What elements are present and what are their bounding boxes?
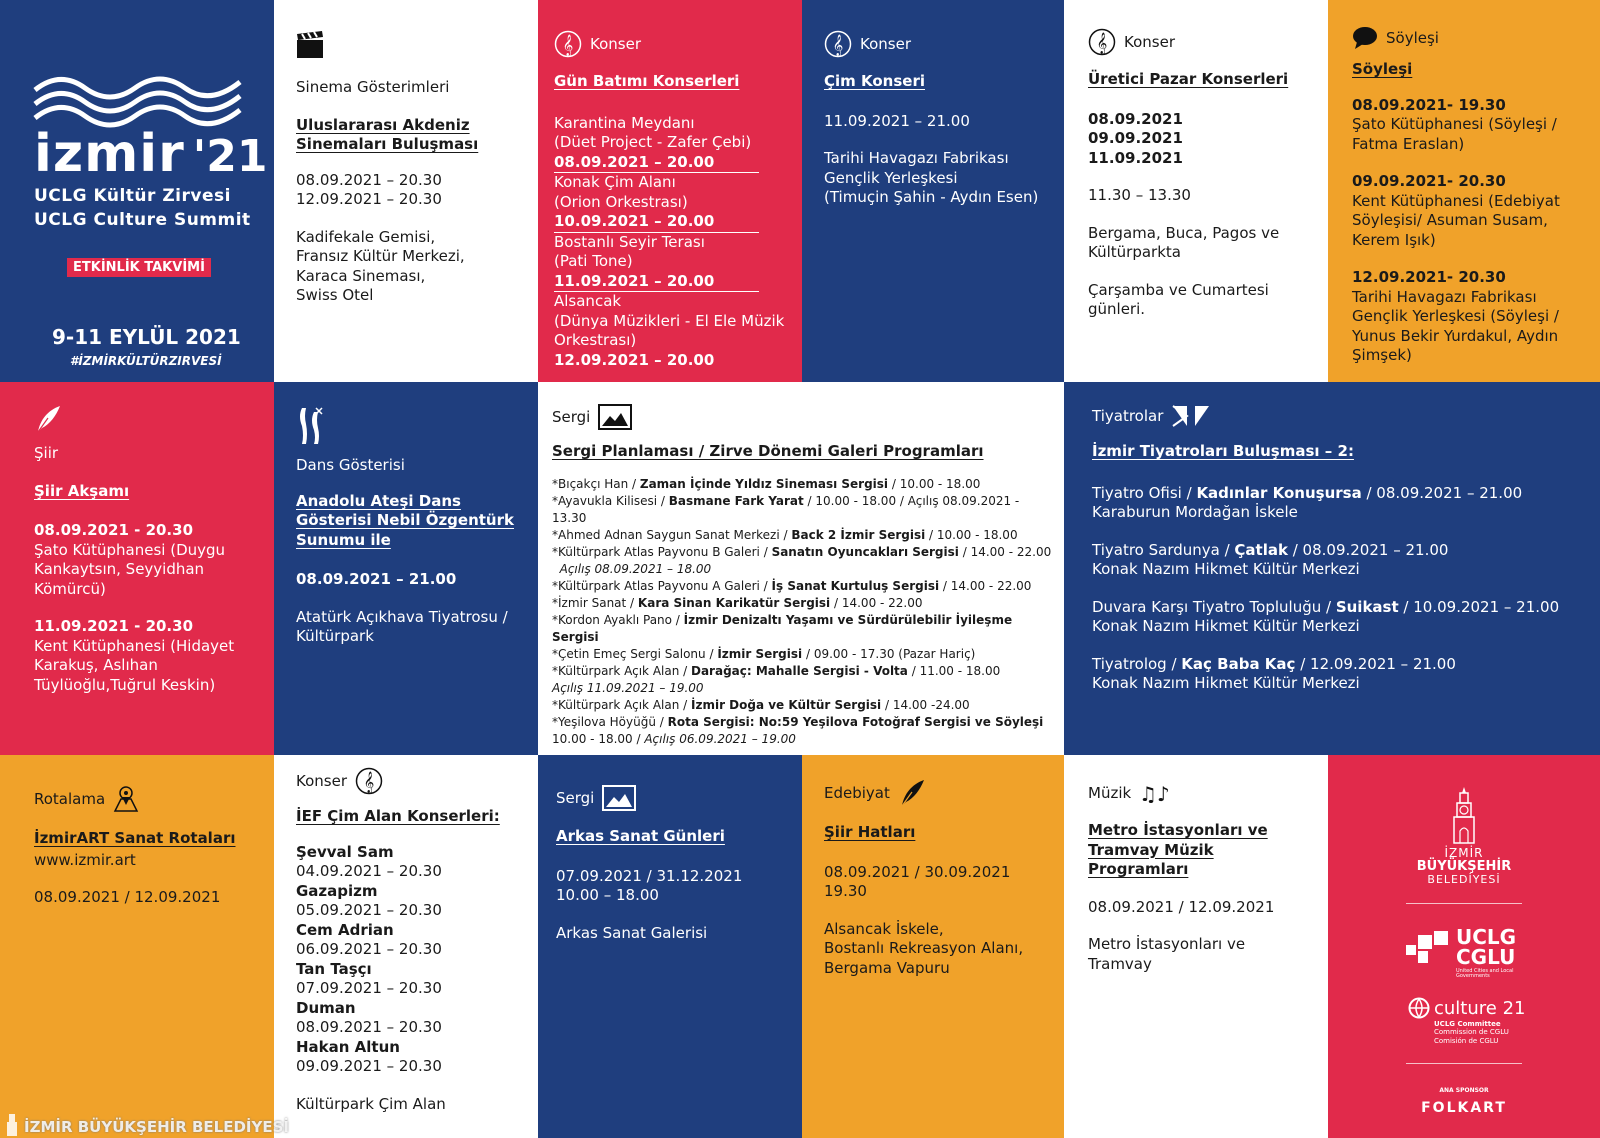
treble-clef-icon bbox=[1088, 28, 1116, 56]
concert-detail: (Dünya Müzikleri - El Ele Müzik Orkestrası) bbox=[554, 311, 785, 349]
exhibition-line: *Kordon Ayaklı Pano / İzmir Denizaltı Yaşamı ve Sürdürülebilir İyileşme Sergisi bbox=[552, 612, 1013, 644]
exhibition-arkas-dates: 07.09.2021 / 31.12.2021 bbox=[556, 866, 743, 885]
concert-producer-days: Çarşamba ve Cumartesi günleri. bbox=[1088, 280, 1269, 318]
cinema-date-2: 12.09.2021 – 20.30 bbox=[296, 190, 442, 208]
concert-producer-date: 11.09.2021 bbox=[1088, 148, 1183, 167]
concert-grass-performers: (Timuçin Şahin - Aydın Esen) bbox=[824, 188, 1039, 206]
concert-category: Konser bbox=[296, 772, 347, 790]
literature-venue: Bostanlı Rekreasyon Alanı, bbox=[824, 939, 1024, 957]
route-dates: 08.09.2021 / 12.09.2021 bbox=[34, 888, 221, 906]
treble-clef-icon bbox=[355, 767, 383, 795]
concert-artist: Tan Taşçı bbox=[296, 959, 372, 978]
literature-time: 19.30 bbox=[824, 882, 867, 900]
concert-category: Konser bbox=[1124, 33, 1175, 51]
culture21-sub: Comisión de CGLU bbox=[1434, 1036, 1499, 1045]
music-notes-icon bbox=[1139, 779, 1179, 807]
treble-clef-icon bbox=[554, 30, 582, 58]
svg-text:♫♪: ♫♪ bbox=[1139, 782, 1170, 806]
concert-grass-panel bbox=[802, 0, 1064, 382]
program-badge: ETKİNLİK TAKVİMİ bbox=[67, 258, 211, 277]
concert-grass-date: 11.09.2021 – 21.00 bbox=[824, 111, 970, 130]
concert-artist-date: 05.09.2021 – 20.30 bbox=[296, 901, 442, 919]
theatre-item: Duvara Karşı Tiyatro Topluluğu / Suikast / 10.09.2021 – 21.00 bbox=[1092, 597, 1560, 616]
brand-panel bbox=[0, 0, 274, 382]
literature-category: Edebiyat bbox=[824, 784, 890, 802]
cinema-date-1: 08.09.2021 – 20.30 bbox=[296, 170, 442, 189]
culture21-sub: UCLG Committee bbox=[1434, 1020, 1501, 1028]
concert-artist-date: 06.09.2021 – 20.30 bbox=[296, 940, 442, 958]
literature-title[interactable]: Şiir Hatları bbox=[824, 823, 916, 841]
literature-venue: Alsancak İskele, bbox=[824, 919, 944, 938]
clock-tower-icon bbox=[1444, 785, 1484, 845]
dance-date: 08.09.2021 – 21.00 bbox=[296, 570, 457, 588]
exhibition-arkas-title[interactable]: Arkas Sanat Günleri bbox=[556, 827, 725, 845]
dance-title[interactable]: Anadolu Ateşi Dans Gösterisi Nebil Özgentürk Sunumu ile bbox=[296, 491, 514, 549]
theatre-item: Tiyatro Ofisi / Kadınlar Konuşursa / 08.09.2021 – 21.00 bbox=[1092, 483, 1523, 502]
music-dates: 08.09.2021 / 12.09.2021 bbox=[1088, 897, 1275, 916]
concert-place: Konak Çim Alanı bbox=[554, 173, 676, 191]
exhibition-category: Sergi bbox=[556, 789, 595, 807]
exhibition-planning-title[interactable]: Sergi Planlaması / Zirve Dönemi Galeri Programları bbox=[552, 442, 984, 460]
concert-artist: Cem Adrian bbox=[296, 920, 394, 939]
theatre-venue: Konak Nazım Hikmet Kültür Merkezi bbox=[1092, 617, 1360, 635]
uclg-logo-icon bbox=[1406, 931, 1450, 965]
route-category: Rotalama bbox=[34, 790, 106, 808]
ibb-line-3: BELEDİYESİ bbox=[1427, 873, 1501, 887]
concert-producer-venue: Bergama, Buca, Pagos ve Kültürparkta bbox=[1088, 223, 1280, 261]
cinema-category: Sinema Gösterimleri bbox=[296, 78, 450, 96]
brand-line-1: UCLG Kültür Zirvesi bbox=[34, 186, 231, 206]
uclg-subtitle: United Cities and Local Governments bbox=[1456, 968, 1514, 979]
exhibition-line: Açılış 11.09.2021 – 19.00 bbox=[552, 680, 704, 695]
talk-title[interactable]: Söyleşi bbox=[1352, 60, 1413, 78]
talk-text: Şato Kütüphanesi (Söyleşi / Fatma Eraslan) bbox=[1352, 115, 1557, 153]
theatre-item: Tiyatrolog / Kaç Baba Kaç / 12.09.2021 – 21.00 bbox=[1092, 654, 1456, 673]
talk-panel bbox=[1328, 0, 1600, 382]
exhibition-line: *Kültürpark Açık Alan / Darağaç: Mahalle Sergisi - Volta / 11.00 - 18.00 bbox=[552, 663, 1001, 678]
dance-panel bbox=[274, 382, 538, 755]
concert-artist: Duman bbox=[296, 998, 356, 1017]
hashtag: #İZMİRKÜLTÜRZIRVESİ bbox=[70, 354, 222, 368]
concert-artist-date: 07.09.2021 – 20.30 bbox=[296, 979, 442, 997]
clapperboard-icon bbox=[296, 30, 324, 60]
concert-artist-date: 09.09.2021 – 20.30 bbox=[296, 1057, 442, 1075]
exhibition-line: *Kültürpark Atlas Payvonu B Galeri / Sanatın Oyuncakları Sergisi / 14.00 - 22.00 bbox=[552, 544, 1052, 559]
cinema-venue: Fransız Kültür Merkezi, bbox=[296, 247, 465, 265]
concert-ief-panel bbox=[274, 755, 538, 1138]
concert-producer-title[interactable]: Üretici Pazar Konserleri bbox=[1088, 70, 1289, 88]
concert-producer-panel bbox=[1064, 0, 1328, 382]
concert-sunset-panel bbox=[538, 0, 802, 382]
exhibition-line: *İzmir Sanat / Kara Sinan Karikatür Sergisi / 14.00 - 22.00 bbox=[552, 595, 923, 610]
music-category: Müzik bbox=[1088, 784, 1132, 802]
picture-frame-icon bbox=[598, 404, 632, 430]
concert-place: Bostanlı Seyir Terası bbox=[554, 232, 705, 251]
logo-wordmark bbox=[34, 124, 268, 184]
theatre-panel bbox=[1064, 382, 1600, 755]
concert-detail: (Pati Tone) bbox=[554, 252, 633, 270]
music-venue: Metro İstasyonları ve Tramvay bbox=[1088, 935, 1246, 973]
concert-artist: Gazapizm bbox=[296, 881, 378, 900]
cinema-title[interactable]: Uluslararası Akdeniz Sinemaları Buluşması bbox=[296, 115, 479, 153]
poetry-category: Şiir bbox=[34, 444, 59, 462]
brand-line-2: UCLG Culture Summit bbox=[34, 210, 251, 230]
concert-artist: Hakan Altun bbox=[296, 1037, 400, 1056]
exhibition-line: *Ahmed Adnan Saygun Sanat Merkezi / Back 2 İzmir Sergisi / 10.00 - 18.00 bbox=[552, 527, 1018, 542]
clock-tower-icon bbox=[4, 1112, 20, 1136]
talk-text: Tarihi Havagazı Fabrikası Gençlik Yerleşkesi (Söyleşi / Yunus Bekir Yurdakul, Aydın Şimşek) bbox=[1352, 287, 1559, 364]
music-title[interactable]: Metro İstasyonları ve Tramvay Müzik Programları bbox=[1088, 821, 1268, 878]
event-dates: 9-11 EYLÜL 2021 bbox=[52, 325, 241, 349]
concert-artist-date: 08.09.2021 – 20.30 bbox=[296, 1018, 442, 1036]
svg-text:𝄞: 𝄞 bbox=[562, 35, 574, 56]
poetry-text: Şato Kütüphanesi (Duygu Kankaytsın, Seyyidhan Kömürcü) bbox=[34, 540, 226, 598]
concert-ief-venue: Kültürpark Çim Alan bbox=[296, 1094, 446, 1113]
dance-category: Dans Gösterisi bbox=[296, 456, 405, 474]
poetry-title[interactable]: Şiir Akşamı bbox=[34, 481, 130, 500]
globe-icon bbox=[1408, 997, 1430, 1019]
concert-artist-date: 04.09.2021 – 20.30 bbox=[296, 862, 442, 880]
poetry-text: Kent Kütüphanesi (Hidayet Karakuş, Aslıhan Tüylüoğlu,Tuğrul Keskin) bbox=[34, 636, 235, 694]
poetry-panel bbox=[0, 382, 274, 755]
theatre-item: Tiyatro Sardunya / Çatlak / 08.09.2021 – 21.00 bbox=[1092, 540, 1449, 559]
literature-panel bbox=[802, 755, 1064, 1138]
watermark-text: İZMİR BÜYÜKŞEHİR BELEDİYESİ bbox=[24, 1118, 289, 1136]
quill-icon bbox=[34, 404, 64, 434]
concert-date: 10.09.2021 – 20.00 bbox=[554, 212, 759, 233]
literature-venue: Bergama Vapuru bbox=[824, 958, 950, 977]
svg-text:𝄞: 𝄞 bbox=[832, 35, 844, 56]
concert-category: Konser bbox=[860, 35, 911, 53]
exhibition-line: *Ayavukla Kilisesi / Basmane Fark Yarat / 10.00 - 18.00 / Açılış 08.09.2021 - 13.30 bbox=[552, 493, 1020, 525]
ballet-shoes-icon bbox=[296, 406, 326, 446]
logo-year: '21 bbox=[192, 131, 268, 182]
exhibition-line: *Kültürpark Açık Alan / İzmir Doğa ve Kültür Sergisi / 14.00 -24.00 bbox=[552, 697, 970, 712]
ibb-line-1: İZMİR bbox=[1444, 846, 1484, 860]
cglu-name: CGLU bbox=[1456, 945, 1516, 969]
concert-grass-title[interactable]: Çim Konseri bbox=[824, 72, 925, 90]
main-sponsor-label: ANA SPONSOR bbox=[1439, 1087, 1489, 1094]
cinema-panel bbox=[274, 0, 538, 382]
theatre-category: Tiyatrolar bbox=[1092, 407, 1164, 425]
poetry-date: 11.09.2021 - 20.30 bbox=[34, 617, 194, 635]
exhibition-line: *Çetin Emeç Sergi Salonu / İzmir Sergisi / 09.00 - 17.30 (Pazar Hariç) bbox=[552, 646, 976, 661]
talk-category: Söyleşi bbox=[1386, 29, 1439, 47]
poetry-date: 08.09.2021 - 20.30 bbox=[34, 521, 194, 539]
concert-grass-venue: Tarihi Havagazı Fabrikası bbox=[824, 149, 1009, 167]
concert-category: Konser bbox=[590, 35, 641, 53]
exhibition-line: *Yeşilova Höyüğü / Rota Sergisi: No:59 Yeşilova Fotoğraf Sergisi ve Söyleşi bbox=[552, 714, 1044, 729]
concert-grass-venue: Gençlik Yerleşkesi bbox=[824, 168, 958, 187]
exhibition-planning-panel bbox=[538, 382, 1064, 755]
exhibition-arkas-panel bbox=[538, 755, 802, 1138]
exhibition-line: *Kültürpark Atlas Payvonu A Galeri / İş Sanat Kurtuluş Sergisi / 14.00 - 22.00 bbox=[552, 578, 1032, 593]
theatre-venue: Karaburun Mordağan İskele bbox=[1092, 503, 1298, 521]
concert-producer-date: 08.09.2021 bbox=[1088, 109, 1183, 128]
cinema-venue: Kadifekale Gemisi, bbox=[296, 227, 436, 246]
svg-text:𝄞: 𝄞 bbox=[363, 772, 375, 793]
divider bbox=[1406, 903, 1522, 904]
exhibition-list bbox=[552, 476, 1056, 749]
concert-date: 08.09.2021 – 20.00 bbox=[554, 153, 759, 174]
speech-bubble-icon bbox=[1352, 26, 1378, 50]
talk-text: Kent Kütüphanesi (Edebiyat Söyleşisi/ Asuman Susam, Kerem Işık) bbox=[1352, 191, 1560, 249]
cinema-venue: Swiss Otel bbox=[296, 286, 374, 304]
exhibition-line: Açılış 08.09.2021 – 18.00 bbox=[552, 561, 712, 576]
concert-producer-time: 11.30 – 13.30 bbox=[1088, 186, 1191, 204]
concert-producer-date: 09.09.2021 bbox=[1088, 129, 1183, 147]
picture-frame-icon bbox=[602, 785, 636, 811]
quill-icon bbox=[898, 777, 928, 809]
literature-dates: 08.09.2021 / 30.09.2021 bbox=[824, 862, 1011, 881]
logo-word: izmir bbox=[34, 124, 185, 184]
culture21-name: culture 21 bbox=[1434, 997, 1526, 1019]
concert-date: 12.09.2021 – 20.00 bbox=[554, 350, 715, 369]
route-url[interactable]: www.izmir.art bbox=[34, 850, 136, 869]
exhibition-line: *Bıçakçı Han / Zaman İçinde Yıldız Sineması Sergisi / 10.00 - 18.00 bbox=[552, 476, 981, 491]
sponsors-panel bbox=[1328, 755, 1600, 1138]
theatre-venue: Konak Nazım Hikmet Kültür Merkezi bbox=[1092, 674, 1360, 692]
map-pin-icon bbox=[113, 785, 139, 813]
concert-detail: (Düet Project - Zafer Çebi) bbox=[554, 133, 752, 151]
concert-ief-title[interactable]: İEF Çim Alan Konserleri: bbox=[296, 807, 500, 825]
exhibition-arkas-time: 10.00 – 18.00 bbox=[556, 886, 659, 904]
concert-place: Alsancak bbox=[554, 292, 622, 310]
theatre-title[interactable]: İzmir Tiyatroları Buluşması – 2: bbox=[1092, 442, 1354, 460]
cinema-venue: Karaca Sineması, bbox=[296, 266, 426, 285]
exhibition-arkas-venue: Arkas Sanat Galerisi bbox=[556, 923, 708, 942]
folkart-logo: FOLKART bbox=[1421, 1100, 1507, 1116]
svg-text:𝄞: 𝄞 bbox=[1096, 33, 1108, 54]
theatre-venue: Konak Nazım Hikmet Kültür Merkezi bbox=[1092, 560, 1360, 578]
culture21-sub: Commission de CGLU bbox=[1434, 1028, 1509, 1037]
exhibition-line: 10.00 - 18.00 / Açılış 06.09.2021 – 19.00 bbox=[552, 731, 796, 746]
watermark bbox=[4, 1112, 289, 1136]
concert-place: Karantina Meydanı bbox=[554, 113, 695, 132]
talk-date: 12.09.2021- 20.30 bbox=[1352, 268, 1506, 286]
concert-date: 11.09.2021 – 20.00 bbox=[554, 272, 759, 293]
uclg-name: UCLG bbox=[1456, 925, 1517, 949]
route-title[interactable]: İzmirART Sanat Rotaları bbox=[34, 829, 236, 847]
route-panel bbox=[0, 755, 274, 1138]
exhibition-category: Sergi bbox=[552, 408, 591, 426]
concert-artist: Şevval Sam bbox=[296, 842, 394, 861]
divider bbox=[1406, 1063, 1522, 1064]
concert-detail: (Orion Orkestrası) bbox=[554, 192, 688, 211]
treble-clef-icon bbox=[824, 30, 852, 58]
concert-sunset-title[interactable]: Gün Batımı Konserleri bbox=[554, 72, 740, 90]
ibb-line-2: BÜYÜKŞEHİR bbox=[1416, 859, 1512, 875]
theatre-masks-icon bbox=[1171, 404, 1211, 428]
talk-date: 08.09.2021- 19.30 bbox=[1352, 95, 1506, 114]
music-panel bbox=[1064, 755, 1328, 1138]
dance-venue: Atatürk Açıkhava Tiyatrosu / Kültürpark bbox=[296, 607, 508, 645]
talk-date: 09.09.2021- 20.30 bbox=[1352, 172, 1506, 190]
